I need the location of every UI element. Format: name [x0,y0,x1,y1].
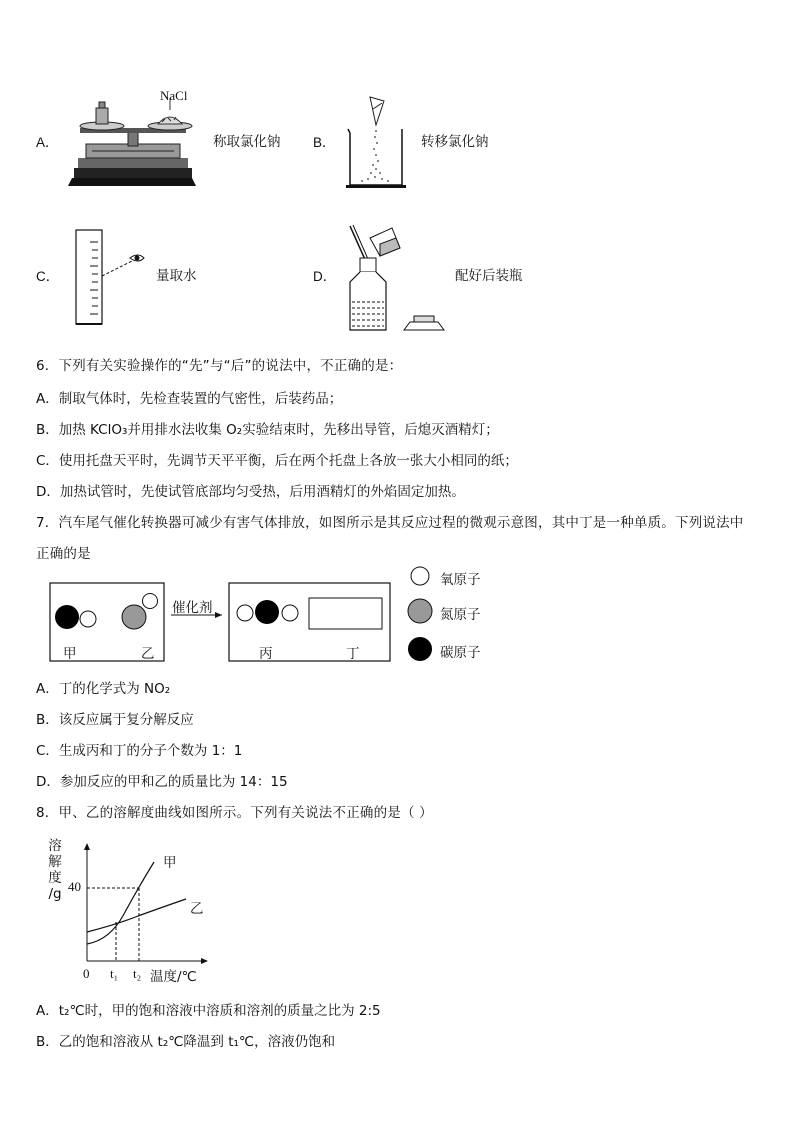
x-tick-t1: t₁ [110,966,119,981]
legend-oxygen: 氧原子 [440,572,481,588]
option-letter: D． [313,269,337,284]
option-letter: A． [36,135,59,150]
y-tick-40: 40 [68,879,81,894]
option-b[interactable]: B．加热 KClO₃并用排水法收集 O₂实验结束时，先移出导管，后熄灭酒精灯； [36,422,499,438]
question-stem: 8．甲、乙的溶解度曲线如图所示。下列有关说法不正确的是（ ） [36,805,433,821]
option-caption: 转移氯化钠 [421,134,489,150]
option-d[interactable]: D．参加反应的甲和乙的质量比为 14：15 [36,774,288,790]
label-yi: 乙 [141,646,155,662]
legend-nitrogen: 氮原子 [440,607,481,623]
option-d[interactable]: D．加热试管时，先使试管底部均匀受热，后用酒精灯的外焰固定加热。 [36,484,465,500]
catalyst-label: 催化剂 [172,600,213,616]
option-a[interactable]: A．t₂℃时，甲的饱和溶液中溶质和溶剂的质量之比为 2:5 [36,1003,381,1019]
option-b[interactable]: B．该反应属于复分解反应 [36,712,194,728]
label-bing: 丙 [259,646,273,662]
y-axis-label: 溶 解 度 /g [48,838,62,902]
x-tick-t2: t₂ [133,966,142,981]
option-letter: C． [36,269,60,284]
option-c[interactable]: C．使用托盘天平时，先调节天平平衡，后在两个托盘上各放一张大小相同的纸； [36,453,518,469]
x-axis-label: 温度/℃ [150,969,197,985]
question-stem-line2: 正确的是 [36,546,91,562]
option-a[interactable]: A．制取气体时，先检查装置的气密性，后装药品； [36,391,343,407]
option-b[interactable]: B．乙的饱和溶液从 t₂℃降温到 t₁℃，溶液仍饱和 [36,1034,336,1050]
option-caption: 配好后装瓶 [455,268,523,284]
option-caption: 量取水 [156,268,197,284]
option-a[interactable]: A．丁的化学式为 NO₂ [36,681,171,697]
question-stem-line1: 7．汽车尾气催化转换器可减少有害气体排放，如图所示是其反应过程的微观示意图，其中丁是一种单质。下列说法中 [36,515,744,531]
curve-label-yi: 乙 [190,901,204,917]
legend-carbon: 碳原子 [440,645,481,661]
origin-label: 0 [83,966,90,981]
label-jia: 甲 [63,646,77,662]
question-stem: 6．下列有关实验操作的“先”与“后”的说法中，不正确的是： [36,358,403,374]
option-letter: B． [313,135,336,150]
nacl-label: NaCl [160,88,188,103]
option-c[interactable]: C．生成丙和丁的分子个数为 1：1 [36,743,243,759]
curve-label-jia: 甲 [163,855,177,871]
label-ding: 丁 [346,646,360,662]
option-caption: 称取氯化钠 [213,134,281,150]
